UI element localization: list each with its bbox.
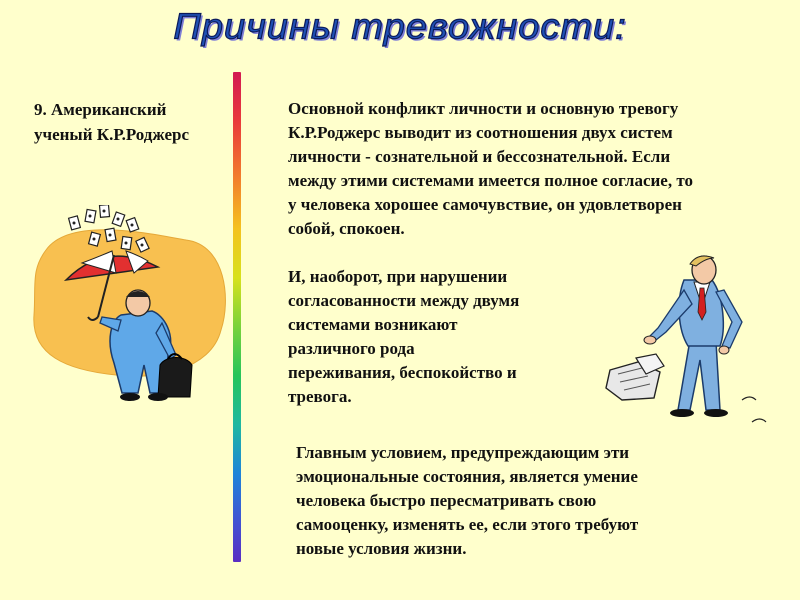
paragraph-main: Основной конфликт личности и основную тревогу К.Р.Роджерс выводит из соотношения двух систем личности - сознательной и бессознательной. Если между этими системами имеется полное согласие, то у человека хорошее самочувствие, он удовлетворен собой, спокоен. xyxy=(288,99,693,238)
paragraph-condition: Главным условием, предупреждающим эти эмоциональные состояния, является умение человека быстро пересматривать свою самооценку, изменять ее, если этого требуют новые условия жизни. xyxy=(296,443,639,558)
item-heading: 9. Американский ученый К.Р.Роджерс xyxy=(34,100,190,144)
slide-title: Причины тревожности: xyxy=(173,7,627,47)
umbrella-man-illustration xyxy=(26,205,231,405)
rainbow-divider xyxy=(233,72,241,562)
anxious-man-illustration xyxy=(602,250,772,440)
paragraph-disagreement: И, наоборот, при нарушении согласованности между двумя системами возникают различного рода переживания, беспокойство и тревога. xyxy=(288,267,520,406)
